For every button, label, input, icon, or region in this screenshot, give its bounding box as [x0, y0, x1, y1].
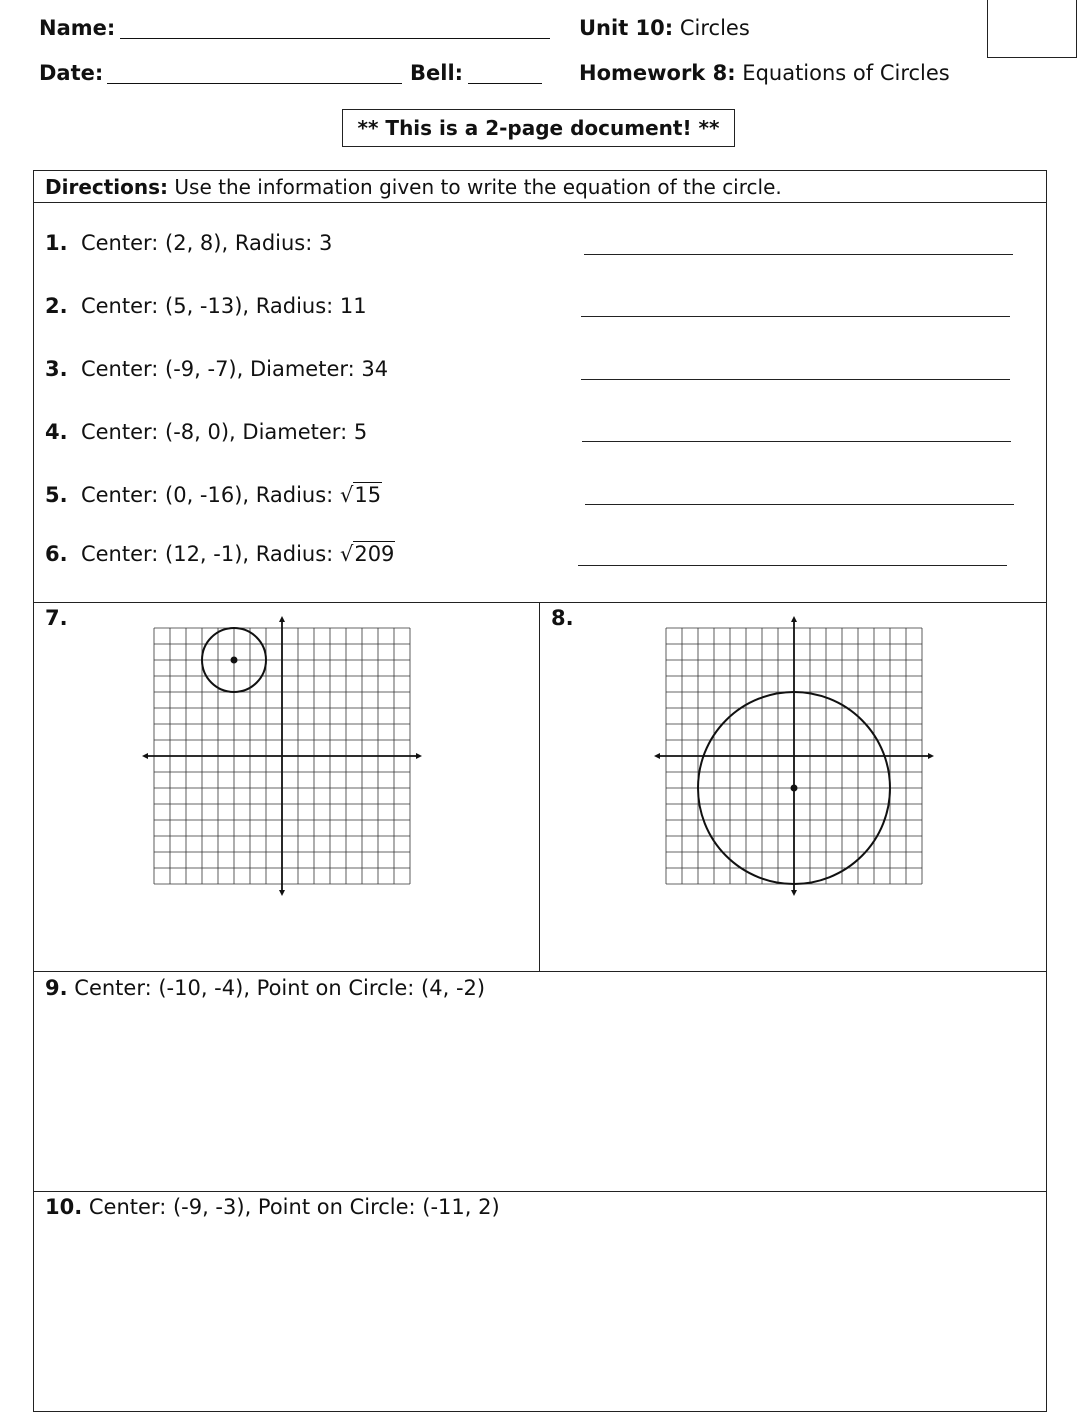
answer-line-6[interactable]	[578, 565, 1007, 566]
divider	[539, 602, 540, 972]
directions	[45, 175, 782, 199]
problem-text: Center: (-10, -4), Point on Circle: (4, -2)	[74, 976, 486, 1000]
answer-line-4[interactable]	[582, 441, 1011, 442]
problem-2	[45, 294, 367, 318]
radicand: 15	[354, 483, 382, 507]
problem-5	[45, 483, 382, 507]
answer-line-3[interactable]	[581, 379, 1010, 380]
directions-label: Directions:	[45, 175, 169, 199]
divider	[33, 1191, 1046, 1192]
problem-10	[45, 1195, 500, 1219]
problem-number: 4.	[45, 420, 68, 444]
problem-6	[45, 542, 395, 566]
date-label: Date:	[39, 61, 104, 85]
homework-title: Equations of Circles	[742, 61, 950, 85]
axis-arrow	[142, 753, 148, 759]
problem-4	[45, 420, 367, 444]
graph-8	[652, 614, 942, 899]
axis-arrow	[279, 616, 285, 622]
problem-text: Center: (-9, -7), Diameter: 34	[80, 357, 389, 381]
problem-9	[45, 976, 485, 1000]
name-label: Name:	[39, 16, 116, 40]
homework-heading	[579, 61, 950, 85]
problem-number: 3.	[45, 357, 68, 381]
problem-7-number: 7.	[45, 606, 68, 630]
two-page-notice: ** This is a 2-page document! **	[342, 109, 735, 147]
answer-line-2[interactable]	[581, 316, 1010, 317]
problem-number: 5.	[45, 483, 68, 507]
radicand: 209	[354, 542, 395, 566]
axis-arrow	[791, 616, 797, 622]
problem-3	[45, 357, 388, 381]
square-root: √15	[339, 483, 382, 507]
unit-heading	[579, 16, 750, 40]
answer-line-1[interactable]	[584, 254, 1013, 255]
score-box	[987, 0, 1077, 58]
problem-number: 1.	[45, 231, 68, 255]
center-point	[231, 657, 238, 664]
divider	[33, 202, 1046, 203]
square-root: √209	[339, 542, 395, 566]
homework-label: Homework 8:	[579, 61, 736, 85]
problem-text: Center: (-9, -3), Point on Circle: (-11, 2)	[88, 1195, 500, 1219]
bell-field[interactable]	[468, 83, 542, 84]
problem-text: Center: (0, -16), Radius:	[80, 483, 340, 507]
unit-label: Unit 10:	[579, 16, 674, 40]
name-field[interactable]	[120, 38, 550, 39]
directions-text: Use the information given to write the equation of the circle.	[174, 175, 782, 199]
problem-number: 2.	[45, 294, 68, 318]
unit-title: Circles	[679, 16, 750, 40]
axis-arrow	[654, 753, 660, 759]
problem-text: Center: (2, 8), Radius: 3	[80, 231, 333, 255]
problem-8-number: 8.	[551, 606, 574, 630]
problem-number: 10.	[45, 1195, 83, 1219]
center-point	[791, 785, 798, 792]
problem-number: 6.	[45, 542, 68, 566]
axis-arrow	[791, 890, 797, 896]
axis-arrow	[928, 753, 934, 759]
problem-1	[45, 231, 332, 255]
problem-text: Center: (5, -13), Radius: 11	[80, 294, 367, 318]
problem-text: Center: (-8, 0), Diameter: 5	[80, 420, 368, 444]
problem-text: Center: (12, -1), Radius:	[80, 542, 340, 566]
axis-arrow	[279, 890, 285, 896]
problem-number: 9.	[45, 976, 68, 1000]
axis-arrow	[416, 753, 422, 759]
answer-line-5[interactable]	[585, 504, 1014, 505]
date-field[interactable]	[107, 83, 402, 84]
graph-7	[140, 614, 430, 899]
bell-label: Bell:	[410, 61, 464, 85]
